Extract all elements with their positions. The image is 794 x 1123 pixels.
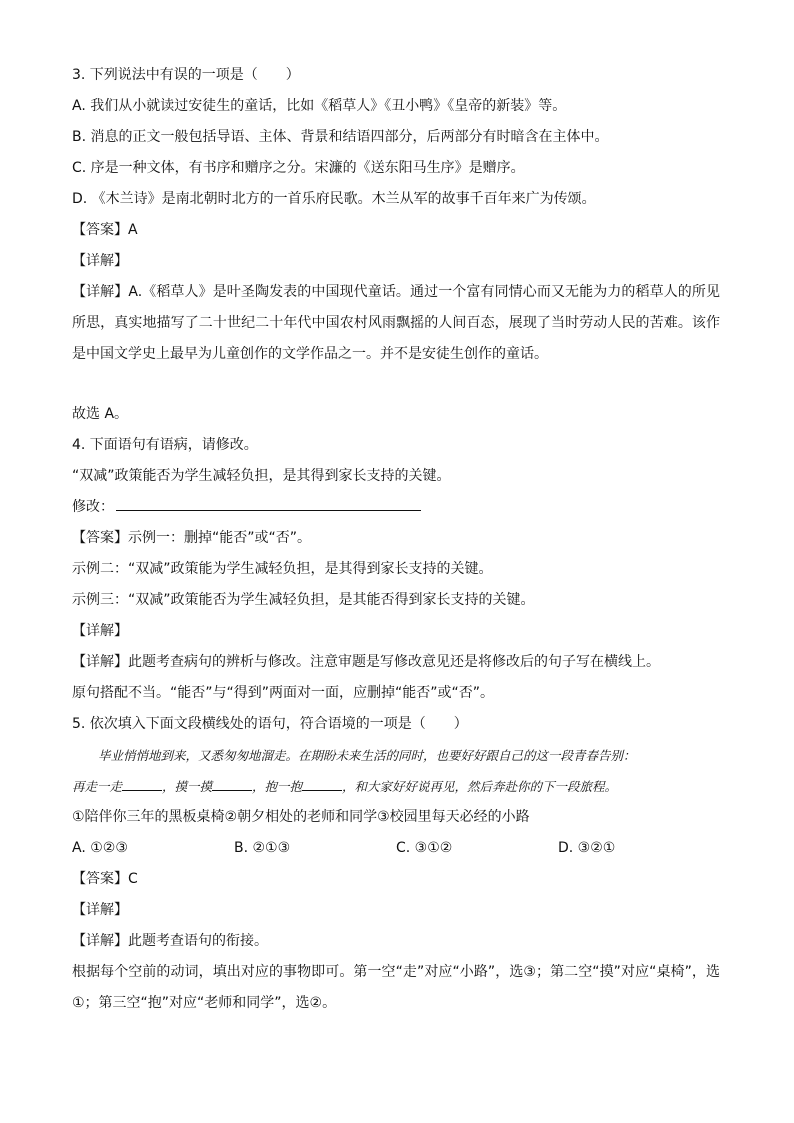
- passage-part-3: ，抱一抱: [252, 779, 303, 794]
- passage-part-1: 再走一走: [72, 779, 123, 794]
- q3-detail: [72, 277, 720, 370]
- detail-tag: 【详解】: [72, 933, 128, 949]
- q4-revise-line: [72, 492, 726, 523]
- q4-answer: [72, 523, 726, 554]
- detail-text: 此题考查病句的辨析与修改。注意审题是写修改意见还是将修改后的句子写在横线上。: [128, 654, 660, 670]
- passage-part-4: ，和大家好好说再见，然后奔赴你的下一段旅程。: [342, 779, 618, 794]
- q4-detail-heading: 【详解】: [72, 623, 128, 639]
- detail-tag: 【详解】: [72, 654, 128, 670]
- detail-text: 此题考查语句的衔接。: [128, 933, 268, 949]
- passage-line-2: [72, 771, 720, 802]
- q5-detail-heading: 【详解】: [72, 902, 128, 918]
- q3-stem: 3. 下列说法中有误的一项是（ ）: [72, 67, 300, 83]
- q3-conclusion: 故选 A。: [72, 406, 129, 422]
- passage-blank-2[interactable]: [212, 778, 252, 791]
- passage-line-1: 毕业悄悄地到来，又悉匆匆地溜走。在期盼未来生活的同时，也要好好跟自己的这一段青春告别：: [98, 748, 636, 763]
- q5-option-a: A. ①②③: [72, 840, 128, 856]
- detail-tag: 【详解】: [72, 284, 129, 300]
- q5-stem: 5. 依次填入下面文段横线处的语句，符合语境的一项是（ ）: [72, 716, 468, 732]
- q4-example-2: 示例二：“双减”政策能为学生减轻负担，是其得到家长支持的关键。: [72, 561, 493, 577]
- q4-stem: 4. 下面语句有语病，请修改。: [72, 437, 258, 453]
- q5-option-c: C. ③①②: [396, 840, 453, 856]
- q5-items: ①陪伴你三年的黑板桌椅②朝夕相处的老师和同学③校园里每天必经的小路: [72, 809, 530, 825]
- q3-option-d: D. 《木兰诗》是南北朝时北方的一首乐府民歌。木兰从军的故事千百年来广为传颂。: [72, 191, 596, 207]
- revise-label: 修改：: [72, 499, 114, 515]
- q5-option-b: B. ②①③: [234, 840, 291, 856]
- q5-passage: [72, 740, 720, 802]
- q5-answer: [72, 864, 726, 895]
- answer-value: 示例一：删掉“能否”或“否”。: [128, 530, 312, 546]
- answer-value: C: [128, 871, 138, 887]
- q5-detail-2: 根据每个空前的动词，填出对应的事物即可。第一空“走”对应“小路”，选③；第二空“摸”对应“桌椅”，选①；第三空“抱”对应“老师和同学”，选②。: [72, 964, 720, 1011]
- q3-answer: [72, 215, 726, 246]
- answer-tag: 【答案】: [72, 222, 128, 238]
- detail-text: A.《稻草人》是叶圣陶发表的中国现代童话。通过一个富有同情心而又无能为力的稻草人的所见所思，真实地描写了二十世纪二十年代中国农村风雨飘摇的人间百态，展现了当时劳动人民的苦难。该作是中国文学史上最早为儿童创作的文学作品之一。并不是安徒生创作的童话。: [72, 284, 720, 362]
- q3-option-a: A. 我们从小就读过安徒生的童话，比如《稻草人》《丑小鸭》《皇帝的新装》等。: [72, 98, 567, 114]
- q4-detail-2: 原句搭配不当。“能否”与“得到”两面对一面，应删掉“能否”或“否”。: [72, 685, 495, 701]
- passage-blank-1[interactable]: [122, 778, 162, 791]
- q4-detail: [72, 647, 726, 678]
- q4-sentence: “双减”政策能否为学生减轻负担，是其得到家长支持的关键。: [72, 468, 451, 484]
- q3-option-c: C. 序是一种文体，有书序和赠序之分。宋濂的《送东阳马生序》是赠序。: [72, 160, 525, 176]
- q3-option-b: B. 消息的正文一般包括导语、主体、背景和结语四部分，后两部分有时暗含在主体中。: [72, 129, 609, 145]
- q5-options: [72, 833, 720, 864]
- answer-value: A: [128, 222, 138, 238]
- q3-detail-heading: 【详解】: [72, 253, 128, 269]
- q5-detail: [72, 926, 726, 957]
- revise-answer-blank[interactable]: [116, 495, 421, 511]
- answer-tag: 【答案】: [72, 530, 128, 546]
- q4-example-3: 示例三：“双减”政策能否为学生减轻负担，是其能否得到家长支持的关键。: [72, 592, 535, 608]
- q5-option-d: D. ③②①: [558, 840, 616, 856]
- passage-blank-3[interactable]: [302, 778, 342, 791]
- answer-tag: 【答案】: [72, 871, 128, 887]
- passage-part-2: ，摸一摸: [162, 779, 213, 794]
